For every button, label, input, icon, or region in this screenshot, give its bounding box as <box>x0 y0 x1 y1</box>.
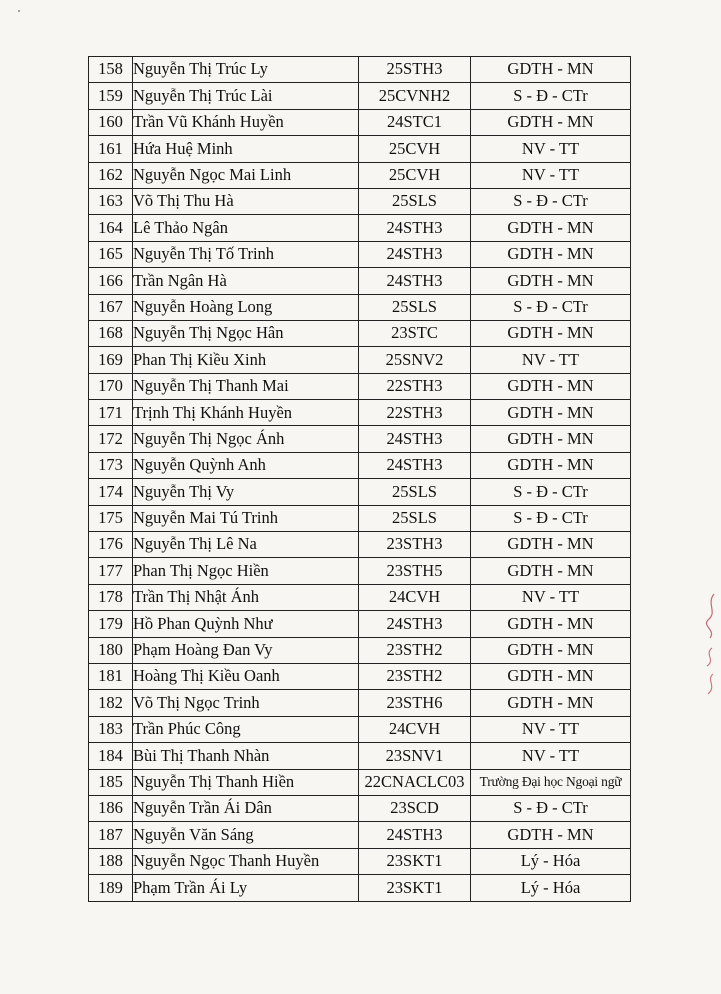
row-number: 187 <box>89 822 133 848</box>
faculty-code: GDTH - MN <box>471 400 631 426</box>
student-name: Trần Vũ Khánh Huyền <box>133 109 359 135</box>
class-code: 24STH3 <box>359 611 471 637</box>
table-row <box>89 875 631 901</box>
row-number: 165 <box>89 241 133 267</box>
faculty-code: S - Đ - CTr <box>471 795 631 821</box>
table-row <box>89 294 631 320</box>
table-row <box>89 584 631 610</box>
class-code: 24STH3 <box>359 452 471 478</box>
class-code: 23SKT1 <box>359 875 471 901</box>
faculty-code: GDTH - MN <box>471 320 631 346</box>
table-row <box>89 83 631 109</box>
class-code: 23SNV1 <box>359 743 471 769</box>
class-code: 24STH3 <box>359 241 471 267</box>
class-code: 24STC1 <box>359 109 471 135</box>
scan-speck <box>18 10 20 12</box>
table-row <box>89 347 631 373</box>
table-row <box>89 505 631 531</box>
class-code: 23STH2 <box>359 637 471 663</box>
row-number: 167 <box>89 294 133 320</box>
row-number: 189 <box>89 875 133 901</box>
table-row <box>89 743 631 769</box>
table-row <box>89 848 631 874</box>
class-code: 25SLS <box>359 188 471 214</box>
student-name: Trần Ngân Hà <box>133 268 359 294</box>
table-row <box>89 57 631 83</box>
row-number: 184 <box>89 743 133 769</box>
student-name: Trần Thị Nhật Ánh <box>133 584 359 610</box>
class-code: 24STH3 <box>359 268 471 294</box>
class-code: 22STH3 <box>359 400 471 426</box>
class-code: 25STH3 <box>359 57 471 83</box>
row-number: 181 <box>89 663 133 689</box>
student-name: Nguyễn Thị Lê Na <box>133 532 359 558</box>
student-name: Nguyễn Thị Vy <box>133 479 359 505</box>
faculty-code: Trường Đại học Ngoại ngữ <box>471 769 631 795</box>
student-name: Hồ Phan Quỳnh Như <box>133 611 359 637</box>
table-row <box>89 690 631 716</box>
faculty-code: GDTH - MN <box>471 268 631 294</box>
student-name: Võ Thị Ngọc Trinh <box>133 690 359 716</box>
class-code: 25SNV2 <box>359 347 471 373</box>
student-name: Phạm Trần Ái Ly <box>133 875 359 901</box>
table-row <box>89 611 631 637</box>
row-number: 173 <box>89 452 133 478</box>
class-code: 25SLS <box>359 294 471 320</box>
row-number: 169 <box>89 347 133 373</box>
row-number: 160 <box>89 109 133 135</box>
row-number: 166 <box>89 268 133 294</box>
row-number: 175 <box>89 505 133 531</box>
row-number: 158 <box>89 57 133 83</box>
faculty-code: GDTH - MN <box>471 663 631 689</box>
faculty-code: S - Đ - CTr <box>471 188 631 214</box>
row-number: 176 <box>89 532 133 558</box>
class-code: 23STH2 <box>359 663 471 689</box>
table-row <box>89 795 631 821</box>
row-number: 172 <box>89 426 133 452</box>
faculty-code: GDTH - MN <box>471 452 631 478</box>
faculty-code: NV - TT <box>471 716 631 742</box>
student-name: Phan Thị Kiều Xinh <box>133 347 359 373</box>
faculty-code: S - Đ - CTr <box>471 505 631 531</box>
class-code: 23SCD <box>359 795 471 821</box>
faculty-code: GDTH - MN <box>471 637 631 663</box>
class-code: 24CVH <box>359 584 471 610</box>
faculty-code: GDTH - MN <box>471 822 631 848</box>
class-code: 23SKT1 <box>359 848 471 874</box>
student-list-body <box>89 57 631 902</box>
class-code: 22STH3 <box>359 373 471 399</box>
faculty-code: GDTH - MN <box>471 109 631 135</box>
class-code: 22CNACLC03 <box>359 769 471 795</box>
student-name: Nguyễn Mai Tú Trinh <box>133 505 359 531</box>
student-name: Trịnh Thị Khánh Huyền <box>133 400 359 426</box>
faculty-code: NV - TT <box>471 743 631 769</box>
student-name: Nguyễn Thị Thanh Hiền <box>133 769 359 795</box>
faculty-code: NV - TT <box>471 347 631 373</box>
student-name: Lê Thảo Ngân <box>133 215 359 241</box>
class-code: 23STH5 <box>359 558 471 584</box>
student-name: Phan Thị Ngọc Hiền <box>133 558 359 584</box>
student-name: Nguyễn Ngọc Mai Linh <box>133 162 359 188</box>
table-row <box>89 136 631 162</box>
row-number: 179 <box>89 611 133 637</box>
student-name: Phạm Hoàng Đan Vy <box>133 637 359 663</box>
table-row <box>89 822 631 848</box>
row-number: 162 <box>89 162 133 188</box>
table-row <box>89 769 631 795</box>
class-code: 25CVH <box>359 162 471 188</box>
student-name: Nguyễn Quỳnh Anh <box>133 452 359 478</box>
student-name: Nguyễn Thị Trúc Ly <box>133 57 359 83</box>
table-row <box>89 400 631 426</box>
table-row <box>89 426 631 452</box>
faculty-code: GDTH - MN <box>471 532 631 558</box>
row-number: 180 <box>89 637 133 663</box>
class-code: 24STH3 <box>359 426 471 452</box>
faculty-code: Lý - Hóa <box>471 875 631 901</box>
student-name: Nguyễn Thị Tố Trinh <box>133 241 359 267</box>
faculty-code: GDTH - MN <box>471 426 631 452</box>
faculty-code: GDTH - MN <box>471 57 631 83</box>
table-row <box>89 373 631 399</box>
faculty-code: GDTH - MN <box>471 241 631 267</box>
faculty-code: NV - TT <box>471 162 631 188</box>
student-name: Hoàng Thị Kiều Oanh <box>133 663 359 689</box>
class-code: 24STH3 <box>359 215 471 241</box>
row-number: 177 <box>89 558 133 584</box>
student-name: Võ Thị Thu Hà <box>133 188 359 214</box>
table-row <box>89 716 631 742</box>
row-number: 163 <box>89 188 133 214</box>
row-number: 159 <box>89 83 133 109</box>
row-number: 174 <box>89 479 133 505</box>
faculty-code: S - Đ - CTr <box>471 479 631 505</box>
row-number: 188 <box>89 848 133 874</box>
table-row <box>89 320 631 346</box>
row-number: 171 <box>89 400 133 426</box>
faculty-code: GDTH - MN <box>471 373 631 399</box>
student-name: Nguyễn Thị Trúc Lài <box>133 83 359 109</box>
row-number: 178 <box>89 584 133 610</box>
class-code: 25CVNH2 <box>359 83 471 109</box>
student-name: Nguyễn Hoàng Long <box>133 294 359 320</box>
table-row <box>89 109 631 135</box>
row-number: 164 <box>89 215 133 241</box>
faculty-code: S - Đ - CTr <box>471 83 631 109</box>
student-name: Nguyễn Trần Ái Dân <box>133 795 359 821</box>
student-name: Trần Phúc Công <box>133 716 359 742</box>
table-row <box>89 241 631 267</box>
faculty-code: GDTH - MN <box>471 690 631 716</box>
class-code: 23STH3 <box>359 532 471 558</box>
class-code: 23STH6 <box>359 690 471 716</box>
faculty-code: NV - TT <box>471 584 631 610</box>
student-name: Nguyễn Văn Sáng <box>133 822 359 848</box>
signature-mark <box>698 590 720 700</box>
row-number: 186 <box>89 795 133 821</box>
table-row <box>89 532 631 558</box>
student-name: Hứa Huệ Minh <box>133 136 359 162</box>
row-number: 168 <box>89 320 133 346</box>
student-name: Nguyễn Thị Ngọc Hân <box>133 320 359 346</box>
student-name: Nguyễn Thị Thanh Mai <box>133 373 359 399</box>
row-number: 182 <box>89 690 133 716</box>
table-row <box>89 479 631 505</box>
class-code: 25SLS <box>359 505 471 531</box>
student-list-table <box>88 56 631 902</box>
table-row <box>89 215 631 241</box>
faculty-code: Lý - Hóa <box>471 848 631 874</box>
student-name: Bùi Thị Thanh Nhàn <box>133 743 359 769</box>
class-code: 25SLS <box>359 479 471 505</box>
row-number: 161 <box>89 136 133 162</box>
faculty-code: GDTH - MN <box>471 215 631 241</box>
row-number: 185 <box>89 769 133 795</box>
faculty-code: NV - TT <box>471 136 631 162</box>
class-code: 25CVH <box>359 136 471 162</box>
student-name: Nguyễn Thị Ngọc Ánh <box>133 426 359 452</box>
faculty-code: S - Đ - CTr <box>471 294 631 320</box>
table-row <box>89 268 631 294</box>
faculty-code: GDTH - MN <box>471 611 631 637</box>
row-number: 183 <box>89 716 133 742</box>
table-row <box>89 162 631 188</box>
table-row <box>89 663 631 689</box>
table-row <box>89 188 631 214</box>
class-code: 23STC <box>359 320 471 346</box>
student-name: Nguyễn Ngọc Thanh Huyền <box>133 848 359 874</box>
table-row <box>89 558 631 584</box>
row-number: 170 <box>89 373 133 399</box>
faculty-code: GDTH - MN <box>471 558 631 584</box>
class-code: 24CVH <box>359 716 471 742</box>
table-row <box>89 452 631 478</box>
class-code: 24STH3 <box>359 822 471 848</box>
table-row <box>89 637 631 663</box>
